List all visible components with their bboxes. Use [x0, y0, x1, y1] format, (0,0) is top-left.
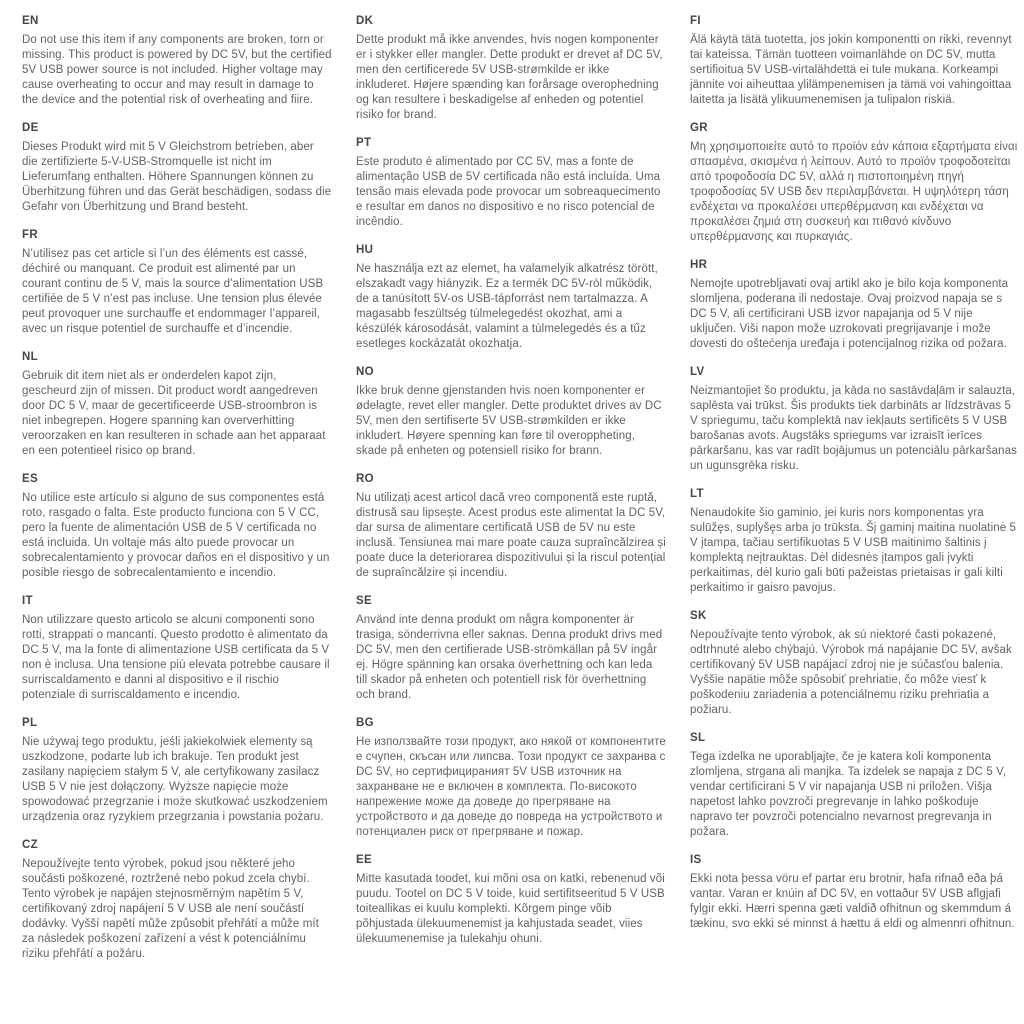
- language-block-pt: [356, 136, 666, 230]
- language-text: Μη χρησιμοποιείτε αυτό το προϊόν εάν κάποια εξαρτήματα είναι σπασμένα, σκισμένα ή λείπουν. Αυτό το προϊόν τροφοδοτείται από τροφοδοσία DC 5V, αλλά η πιστοποιημένη πηγή τροφοδοσίας 5V USB δεν περιλαμβάνεται. Η υψηλότερη τάση ενδέχεται να προκαλέσει υπερθέρμανση και ενδέχεται να προκαλέσει ζημιά στη συσκευή και πιθανό κίνδυνο υπερθέρμανσης και πυρκαγιάς.: [690, 141, 1018, 243]
- language-text: Nepoužívajte tento výrobok, ak sú niektoré časti pokazené, odtrhnuté alebo chýbajú. Výrobok má napájanie DC 5V, avšak certifikovaný 5V USB napájací zdroj nie je súčasťou balenia. Vyššie napätie môže spôsobiť prehriatie, čo môže viesť k poškodeniu zariadenia a potenciálnemu riziku prehriatia a požiaru.: [690, 629, 1012, 716]
- language-text: Do not use this item if any components are broken, torn or missing. This product is powered by DC 5V, but the certified 5V USB power source is not included. Higher voltage may cause overheating to occur and may result in damage to the device and the potential risk of overheating and fiire.: [22, 34, 332, 106]
- language-block-fi: [690, 14, 1020, 108]
- language-text: Ne használja ezt az elemet, ha valamelyik alkatrész törött, elszakadt vagy hiányzik. Ez a termék DC 5V-ról működik, de a tanúsított 5V-os USB-tápforrást nem tartalmazza. A magasabb feszültség túlmelegedést okozhat, ami a készülék károsodását, valamint a túlmelegedés és a tűz esetleges kockázatát okozhatja.: [356, 263, 658, 350]
- language-code: LV: [690, 366, 705, 378]
- language-block-de: [22, 121, 332, 215]
- language-code: NL: [22, 351, 38, 363]
- language-block-lv: [690, 365, 1020, 474]
- language-code: EN: [22, 15, 39, 27]
- language-code: GR: [690, 122, 708, 134]
- language-code: HU: [356, 244, 374, 256]
- language-text: Nu utilizați acest articol dacă vreo componentă este ruptă, distrusă sau lipsește. Acest produs este alimentat la DC 5V, dar sursa de alimentare certificată USB de 5V nu este inclusă. Tensiunea mai mare poate cauza supraîncălzirea și poate duce la deteriorarea dispozitivului și la riscul potențial de supraîncălzire și incendiu.: [356, 492, 666, 579]
- language-block-is: [690, 853, 1020, 932]
- language-block-se: [356, 594, 666, 703]
- language-code: SL: [690, 732, 706, 744]
- language-text: Не използвайте този продукт, ако някой от компонентите е счупен, скъсан или липсва. Този продукт се захранва с DC 5V, но сертифицираният 5V USB източник на захранване не е включен в комплекта. По-високото напрежение може да доведе до прегряване на устройството и да доведе до повреда на устройството и потенциален риск от прегряване и пожар.: [356, 736, 666, 838]
- language-text: Nepoužívejte tento výrobek, pokud jsou některé jeho součásti poškozené, roztržené nebo pokud zcela chybí. Tento výrobek je napájen stejnosměrným napětím 5 V, certifikovaný zdroj napájení 5 V USB ale není součástí dodávky. Vyšší napětí může způsobit přehřátí a může mít za následek poškození zařízení a vést k potenciálnímu riziku přehřátí a požáru.: [22, 858, 319, 960]
- language-code: FR: [22, 229, 38, 241]
- column-2: [356, 14, 666, 975]
- language-text: Mitte kasutada toodet, kui mõni osa on katki, rebenenud või puudu. Tootel on DC 5 V toide, kuid sertifitseeritud 5 V USB toiteallikas ei kuulu komplekti. Kõrgem pinge võib põhjustada ülekuumenemist ja kahjustada seadet, viies ülekuumenemise ja tulekahju ohuni.: [356, 873, 665, 945]
- language-text: Nemojte upotrebljavati ovaj artikl ako je bilo koja komponenta slomljena, poderana ili nedostaje. Ovaj proizvod napaja se s DC 5 V, ali certificirani USB izvor napajanja od 5 V nije uključen. Viši napon može uzrokovati pregrijavanje i može dovesti do oštećenja uređaja i potencijalnog rizika od požara.: [690, 278, 1009, 350]
- language-code: PT: [356, 137, 372, 149]
- language-text: Non utilizzare questo articolo se alcuni componenti sono rotti, strappati o mancanti. Questo prodotto è alimentato da DC 5 V, ma la fonte di alimentazione USB certificata da 5 V non è inclusa. Una tensione più elevata potrebbe causare il surriscaldamento e danni al dispositivo e il rischio potenziale di surriscaldamento e incendio.: [22, 614, 330, 701]
- language-text: Tega izdelka ne uporabljajte, če je katera koli komponenta zlomljena, strgana ali manjka. Ta izdelek se napaja z DC 5 V, vendar certificirani 5 V vir napajanja USB ni priložen. Višja napetost lahko povzroči pregrevanje in lahko poškoduje napravo ter povzroči potencialno nevarnost pregrevanja in požara.: [690, 751, 1007, 838]
- language-code: EE: [356, 854, 372, 866]
- column-3: [690, 14, 1020, 975]
- language-block-hr: [690, 258, 1020, 352]
- language-code: SE: [356, 595, 372, 607]
- language-text: Neizmantojiet šo produktu, ja kāda no sastāvdaļām ir salauzta, saplēsta vai trūkst. Šis produkts tiek darbināts ar līdzstrāvas 5 V spriegumu, taču komplektā nav iekļauts sertificēts 5 V USB barošanas avots. Augstāks spriegums var izraisīt ierīces pārkaršanu, kas var radīt bojājumus un potenciālu pārkaršanas un ugunsgrēka risku.: [690, 385, 1017, 472]
- language-block-dk: [356, 14, 666, 123]
- language-text: Este produto é alimentado por CC 5V, mas a fonte de alimentação USB de 5V certificada não está incluída. Uma tensão mais elevada pode provocar um sobreaquecimento e resultar em danos no dispositivo e no risco potencial de incêndio.: [356, 156, 661, 228]
- language-block-no: [356, 365, 666, 459]
- language-code: LT: [690, 488, 704, 500]
- language-block-bg: [356, 716, 666, 840]
- language-block-sk: [690, 609, 1020, 718]
- language-text: Älä käytä tätä tuotetta, jos jokin komponentti on rikki, revennyt tai kateissa. Tämän tuotteen voimanlähde on DC 5V, mutta sertifioitua 5V USB-virtalähdettä ei tule mukana. Korkeampi jännite voi aiheuttaa ylilämpenemisen ja tämä voi vahingoittaa laitetta ja lisätä ylikuumenemisen ja tulipalon riskiä.: [690, 34, 1012, 106]
- language-block-cz: [22, 838, 332, 962]
- language-text: No utilice este artículo si alguno de sus componentes está roto, rasgado o falta. Este producto funciona con 5 V CC, pero la fuente de alimentación USB de 5 V certificada no está incluida. Un voltaje más alto puede provocar un sobrecalentamiento y provocar daños en el dispositivo y un posible riesgo de sobrecalentamiento e incendio.: [22, 492, 330, 579]
- language-code: IS: [690, 854, 702, 866]
- language-code: NO: [356, 366, 374, 378]
- language-code: RO: [356, 473, 374, 485]
- language-block-en: [22, 14, 332, 108]
- language-code: DK: [356, 15, 374, 27]
- language-block-ee: [356, 853, 666, 947]
- language-block-nl: [22, 350, 332, 459]
- language-text: N’utilisez pas cet article si l’un des éléments est cassé, déchiré ou manquant. Ce produit est alimenté par un courant continu de 5 V, mais la source d’alimentation USB certifiée de 5 V n’est pas incluse. Une tension plus élevée peut provoquer une surchauffe et endommager l’appareil, avec un risque potentiel de surchauffe et d’incendie.: [22, 248, 324, 335]
- language-code: BG: [356, 717, 374, 729]
- language-text: Ikke bruk denne gjenstanden hvis noen komponenter er ødelagte, revet eller mangler. Dette produktet drives av DC 5V, men den sertifiserte 5V USB-strømkilden er ikke inkludert. Høyere spenning kan føre til overoppheting, skade på enheten og potensiell risiko for brann.: [356, 385, 662, 457]
- language-block-gr: [690, 121, 1020, 245]
- column-1: [22, 14, 332, 975]
- language-block-lt: [690, 487, 1020, 596]
- language-code: DE: [22, 122, 39, 134]
- language-text: Dette produkt må ikke anvendes, hvis nogen komponenter er i stykker eller mangler. Dette produkt er drevet af DC 5V, men den certificerede 5V USB-strømkilde er ikke inkluderet. Højere spænding kan forårsage overophedning og kan resultere i beskadigelse af enheden og potentiel risiko for brand.: [356, 34, 663, 121]
- language-code: IT: [22, 595, 33, 607]
- language-code: ES: [22, 473, 38, 485]
- language-block-it: [22, 594, 332, 703]
- language-text: Gebruik dit item niet als er onderdelen kapot zijn, gescheurd zijn of missen. Dit product wordt aangedreven door DC 5 V, maar de gecertificeerde USB-stroombron is niet inbegrepen. Hogere spanning kan oververhitting veroorzaken en kan resulteren in schade aan het apparaat en een potentieel risico op brand.: [22, 370, 326, 457]
- language-code: SK: [690, 610, 707, 622]
- language-text: Använd inte denna produkt om några komponenter är trasiga, sönderrivna eller saknas. Denna produkt drivs med DC 5V, men den certifierade USB-strömkällan på 5V ingår ej. Högre spänning kan orsaka överhettning och kan leda till skador på enheten och potentiell risk för överhettning och brand.: [356, 614, 663, 701]
- language-block-pl: [22, 716, 332, 825]
- language-code: FI: [690, 15, 701, 27]
- language-code: PL: [22, 717, 38, 729]
- language-block-es: [22, 472, 332, 581]
- language-block-sl: [690, 731, 1020, 840]
- language-block-fr: [22, 228, 332, 337]
- language-text: Ekki nota þessa vöru ef partar eru brotnir, hafa rifnað eða þá vantar. Varan er knúin af DC 5V, en vottaður 5V USB aflgjafi fylgir ekki. Hærri spenna gæti valdið ofhitnun og skemmdum á tækinu, svo ekki sé minnst á hættu á eldi og almennri ofhitnun.: [690, 873, 1015, 930]
- language-code: HR: [690, 259, 708, 271]
- language-block-ro: [356, 472, 666, 581]
- language-block-hu: [356, 243, 666, 352]
- language-code: CZ: [22, 839, 38, 851]
- language-text: Dieses Produkt wird mit 5 V Gleichstrom betrieben, aber die zertifizierte 5-V-USB-Stromquelle ist nicht im Lieferumfang enthalten. Höhere Spannungen können zu Überhitzung führen und das Gerät beschädigen, sodass die Gefahr von Überhitzung und Brand besteht.: [22, 141, 332, 213]
- language-text: Nie używaj tego produktu, jeśli jakiekolwiek elementy są uszkodzone, podarte lub ich brakuje. Ten produkt jest zasilany napięciem stałym 5 V, ale certyfikowany zasilacz USB 5 V nie jest dołączony. Wyższe napięcie może spowodować przegrzanie i może skutkować uszkodzeniem urządzenia oraz ryzykiem przegrzania i powstania pożaru.: [22, 736, 328, 823]
- language-text: Nenaudokite šio gaminio, jei kuris nors komponentas yra sulūžęs, suplyšęs arba jo trūksta. Šį gaminį maitina nuolatinė 5 V įtampa, tačiau sertifikuotas 5 V USB maitinimo šaltinis į komplektą neįtrauktas. Dėl didesnės įtampos gali įvykti perkaitimas, dėl kurio gali būti pažeistas prietaisas ir gali kilti perkaitimo ir gaisro pavojus.: [690, 507, 1017, 594]
